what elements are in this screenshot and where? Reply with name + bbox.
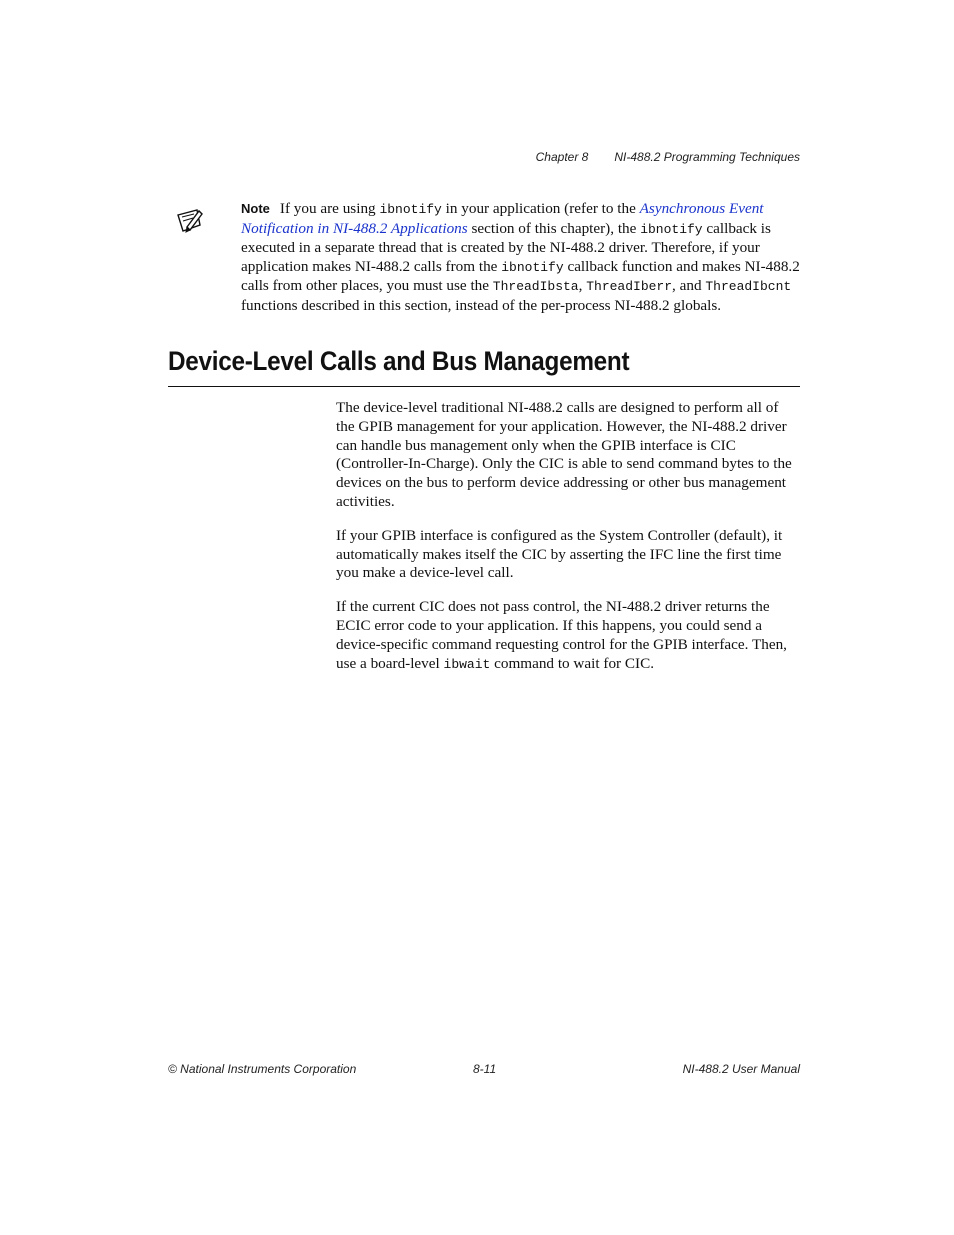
note-text: , and (672, 277, 706, 295)
heading-rule (168, 386, 800, 387)
footer-copyright: © National Instruments Corporation (168, 1062, 357, 1076)
note-label: Note (241, 201, 270, 216)
chapter-title: NI-488.2 Programming Techniques (614, 150, 800, 164)
paragraph: The device-level traditional NI-488.2 calls are designed to perform all of the GPIB management for your application. However, the NI-488.2 driver can handle bus management only when the GPIB interface is CIC (Controller-In-Charge). Only the CIC is able to send command bytes to the devices on the bus to perform device addressing or other bus management activities. (336, 399, 792, 510)
note-text: callback is executed in a separate thread that is created by the NI-488.2 driver. Therefore, if your application makes NI-488.2 calls from the (241, 219, 771, 275)
note-pencil-icon (175, 205, 205, 235)
code-ibwait: ibwait (443, 656, 491, 672)
note-text: functions described in this section, instead of the per-process NI-488.2 globals. (241, 296, 722, 314)
code-ibnotify: ibnotify (640, 221, 703, 237)
note-text: section of this chapter), the (467, 219, 641, 237)
code-threadiberr: ThreadIberr (586, 279, 673, 295)
code-ibnotify: ibnotify (379, 202, 442, 217)
section-body (336, 399, 800, 689)
paragraph-text: If the current CIC does not pass control, the NI-488.2 driver returns the ECIC error code to your application. If this happens, you could send a device-specific command requesting control for the GPIB interface. Then, use a board-level (336, 598, 787, 672)
paragraph: If your GPIB interface is configured as the System Controller (default), it automatically makes itself the CIC by asserting the IFC line the first time you make a device-level call. (336, 526, 783, 582)
note-text: in your application (refer to the (441, 200, 640, 217)
note-block (241, 200, 801, 316)
paragraph (336, 598, 800, 674)
code-ibnotify: ibnotify (501, 259, 564, 275)
code-threadibcnt: ThreadIbcnt (705, 279, 792, 295)
paragraph-text: command to wait for CIC. (490, 654, 655, 672)
cross-reference-link[interactable]: Asynchronous Event Notification in NI-488.2 Applications (241, 200, 764, 237)
chapter-label: Chapter 8 (535, 150, 589, 164)
running-header (536, 150, 800, 164)
section-heading: Device-Level Calls and Bus Management (168, 346, 630, 376)
note-text: , (578, 277, 587, 295)
note-text: callback function and makes NI-488.2 calls from other places, you must use the (241, 257, 800, 295)
footer-manual-title: NI-488.2 User Manual (682, 1062, 800, 1076)
note-text: If you are using (279, 200, 380, 217)
page-number: 8-11 (473, 1062, 497, 1076)
code-threadibsta: ThreadIbsta (492, 279, 579, 295)
